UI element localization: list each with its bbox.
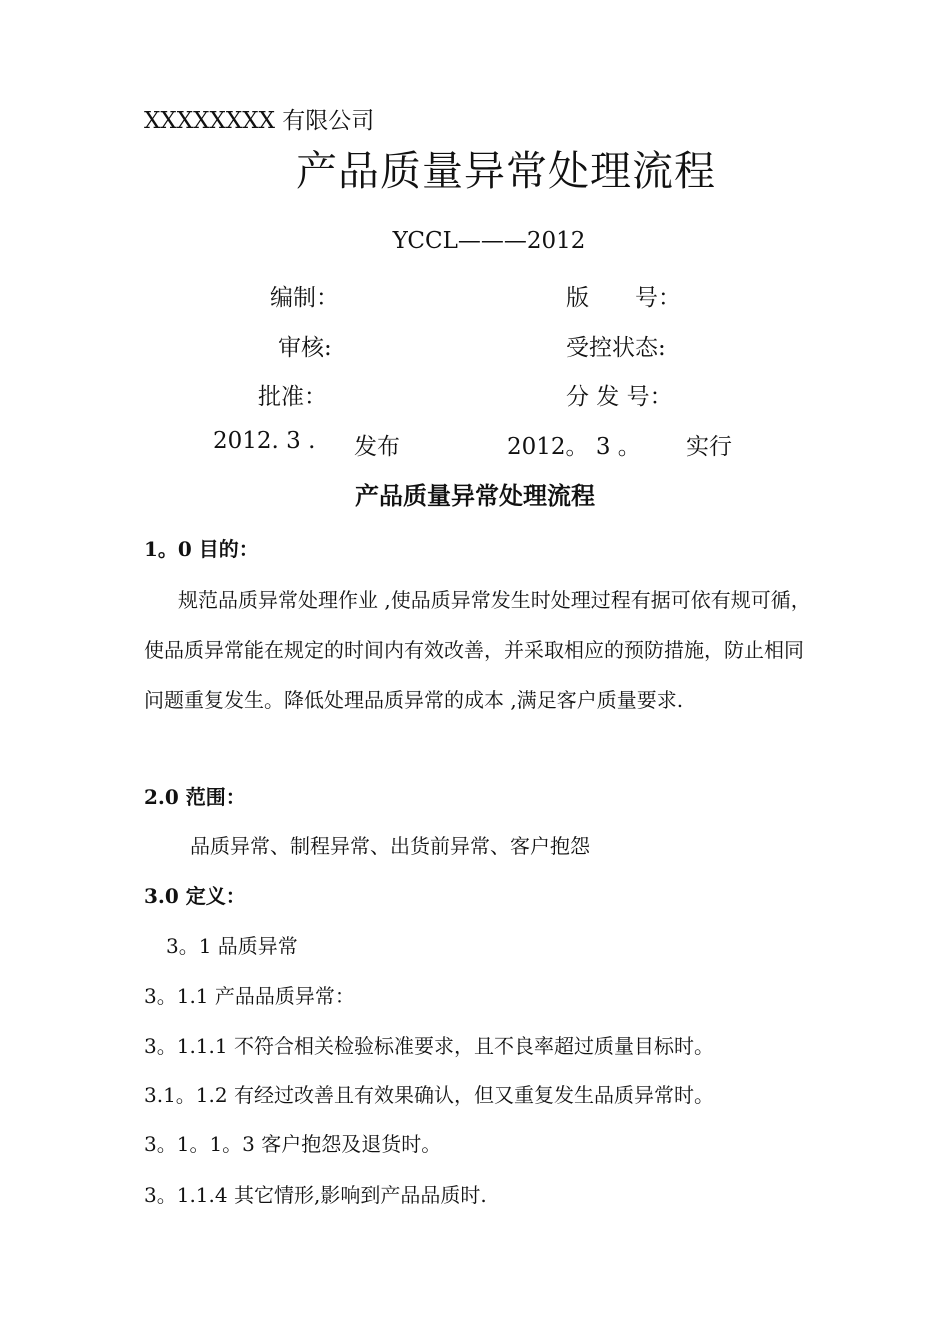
document-code: YCCL———2012 bbox=[392, 228, 586, 254]
approved-by-label: 批准： bbox=[258, 384, 327, 410]
effective-label: 实行 bbox=[686, 434, 732, 460]
reviewed-by-label: 审核: bbox=[278, 335, 332, 361]
definition-heading: 3.0 定义： bbox=[144, 884, 246, 908]
purpose-paragraph bbox=[144, 575, 814, 725]
scope-text: 品质异常、制程异常、出货前异常、客户抱怨 bbox=[190, 834, 590, 858]
purpose-text: 规范品质异常处理作业 ,使品质异常发生时处理过程有据可依有规可循，使品质异常能在规定的时间内有效改善，并采取相应的预防措施，防止相同问题重复发生。降低处理品质异常的成本 ,满足客户质量要求. bbox=[144, 588, 811, 712]
effective-date: 2012。 3 。 bbox=[507, 434, 641, 460]
purpose-heading: 1。0 目的： bbox=[144, 537, 259, 561]
version-label: 版 号： bbox=[566, 285, 681, 311]
compiled-by-label: 编制： bbox=[270, 285, 339, 311]
company-name: XXXXXXXX 有限公司 bbox=[144, 108, 375, 134]
scope-heading: 2.0 范围： bbox=[144, 785, 246, 809]
definition-3-1-1-2: 3.1。1.2 有经过改善且有效果确认，但又重复发生品质异常时。 bbox=[144, 1083, 714, 1107]
definition-3-1-1-1: 3。1.1.1 不符合相关检验标准要求，且不良率超过质量目标时。 bbox=[144, 1034, 714, 1058]
control-status-label: 受控状态: bbox=[566, 335, 666, 361]
definition-3-1-1-4: 3。1.1.4 其它情形,影响到产品品质时. bbox=[144, 1183, 487, 1207]
section-title: 产品质量异常处理流程 bbox=[355, 481, 595, 510]
definition-3-1: 3。1 品质异常 bbox=[166, 934, 298, 958]
definition-3-1-1: 3。1.1 产品品质异常： bbox=[144, 984, 355, 1008]
release-label: 发布 bbox=[354, 434, 400, 460]
release-date: 2012. 3 . bbox=[213, 428, 316, 454]
distribution-number-label: 分 发 号： bbox=[566, 384, 673, 410]
definition-3-1-1-3: 3。1。1。3 客户抱怨及退货时。 bbox=[144, 1132, 442, 1156]
document-title: 产品质量异常处理流程 bbox=[296, 147, 716, 195]
